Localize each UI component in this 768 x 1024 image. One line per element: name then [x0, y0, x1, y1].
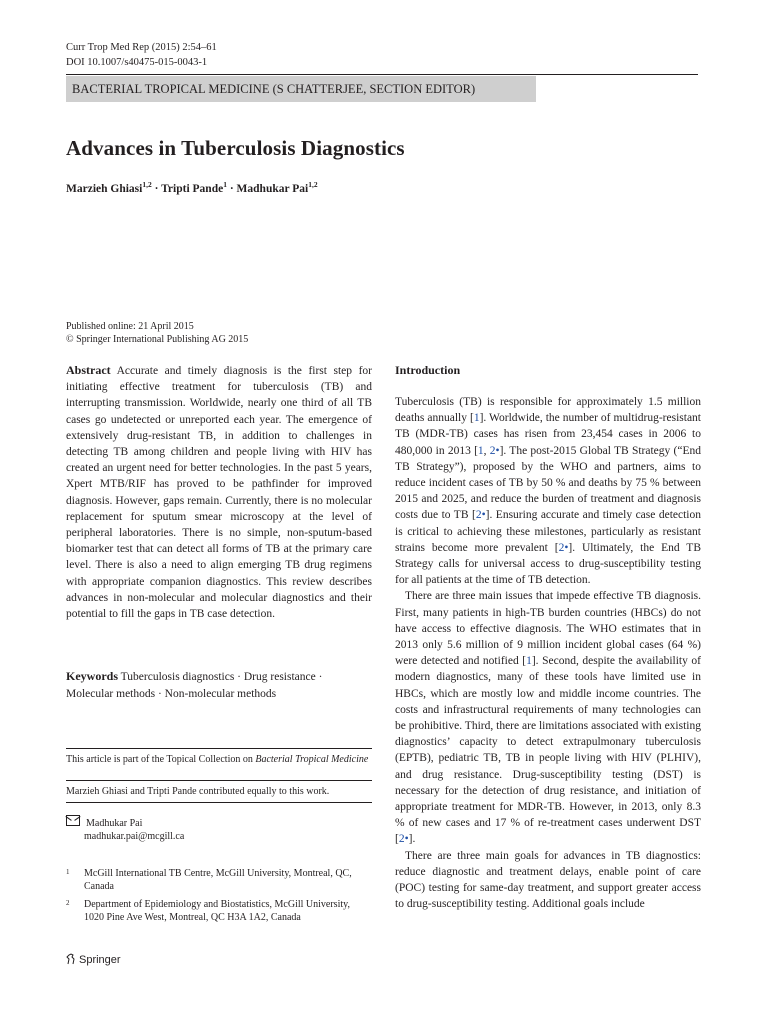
affiliation-2 — [66, 898, 372, 924]
abstract-label: Abstract — [66, 363, 111, 377]
citation-link[interactable]: 2• — [475, 509, 486, 522]
contact-email[interactable]: madhukar.pai@mcgill.ca — [84, 831, 185, 842]
publication-info — [66, 320, 248, 346]
citation-link[interactable]: 1 — [526, 655, 532, 668]
text-run: ]. Worldwide, the number of multidrug-resistant TB (MDR-TB) cases has risen from 23,454 cases in 2006 to 480,000 in 2013 [ — [395, 412, 701, 457]
abstract — [66, 362, 372, 622]
affiliation-number: 2 — [66, 899, 70, 907]
intro-paragraph-2 — [395, 588, 701, 847]
section-banner: BACTERIAL TROPICAL MEDICINE (S CHATTERJEE, SECTION EDITOR) — [66, 76, 536, 102]
author-affiliation: 1,2 — [142, 180, 152, 189]
citation-link[interactable]: 2• — [558, 541, 569, 554]
keywords-text: Tuberculosis diagnostics · Drug resistance · Molecular methods · Non-molecular methods — [66, 671, 323, 700]
introduction-body — [395, 394, 701, 913]
intro-paragraph-1 — [395, 394, 701, 588]
author-separator: · — [151, 182, 162, 195]
author-list — [66, 180, 318, 195]
copyright: © Springer International Publishing AG 2015 — [66, 334, 249, 345]
author-affiliation: 1,2 — [308, 180, 318, 189]
text-run: ]. The post-2015 Global TB Strategy (“End TB Strategy”), proposed by the WHO and partners, aims to reduce incident cases of TB by 50 % and deaths by 75 % between 2015 and 2025, and reduce the burden of treatment and diagnosis costs due to TB [ — [395, 444, 701, 522]
footnote-rule — [66, 780, 372, 781]
affiliation-text: McGill International TB Centre, McGill University, Montreal, QC, Canada — [84, 868, 352, 892]
citation-link[interactable]: 2• — [398, 833, 409, 846]
author-separator: · — [226, 182, 237, 195]
collection-text: This article is part of the Topical Collection on — [66, 754, 256, 765]
text-run: Tuberculosis (TB) is responsible for approximately 1.5 million deaths annually [ — [395, 396, 701, 425]
corresponding-author — [66, 815, 372, 843]
topical-collection-note — [66, 753, 372, 766]
citation-link[interactable]: 1 — [477, 444, 484, 457]
affiliation-text: Department of Epidemiology and Biostatistics, McGill University, 1020 Pine Ave West, Montreal, QC H3A 1A2, Canada — [84, 899, 350, 923]
header-rule — [66, 74, 698, 75]
footnote-rule — [66, 748, 372, 749]
publisher-name: Springer — [79, 954, 121, 966]
abstract-text: Accurate and timely diagnosis is the first step for initiating effective treatment for tuberculosis (TB) and interrupting transmission. Worldwide, nearly one third of all TB cases go undetected or unreported each year. The emergence of extensively drug-resistant TB, in addition to challenges in detecting TB among children and people living with HIV has created an urgent need for better technologies. In the past 5 years, Xpert MTB/RIF has proved to be pathfinder for improved diagnosis. However, gaps remain. Currently, there is no molecular replacement for sputum smear microscopy at the level of peripheral laboratories. There is no simple, non-sputum-based biomarker test that can detect all forms of TB at the primary care level. There is also a need to align emerging TB drug regimens with appropriate companion diagnostics. This review describes advances in non-molecular and molecular diagnostics and their potential to fill the gaps in TB case detection. — [66, 365, 372, 621]
contact-name: Madhukar Pai — [86, 818, 143, 829]
doi[interactable]: DOI 10.1007/s40475-015-0043-1 — [66, 57, 208, 68]
article-title: Advances in Tuberculosis Diagnostics — [66, 136, 405, 160]
springer-horse-icon — [66, 953, 76, 965]
text-run: ]. — [408, 833, 416, 846]
author-name[interactable]: Madhukar Pai — [236, 182, 309, 195]
author-affiliation: 1 — [223, 180, 227, 189]
text-run: ]. Ultimately, the End TB Strategy calls for universal access to drug-susceptibility testing for all patients at the time of TB detection. — [395, 541, 701, 587]
text-run: There are three main issues that impede effective TB diagnosis. First, many patients in high-TB burden countries (HBCs) do not have access to effective diagnosis. The WHO estimates that in 2013 only 5.6 million of 9 million incident global cases (64 %) were detected and notified [ — [395, 590, 701, 668]
author-name[interactable]: Tripti Pande — [161, 182, 224, 195]
author-name[interactable]: Marzieh Ghiasi — [66, 182, 143, 195]
affiliation-number: 1 — [66, 868, 70, 876]
intro-paragraph-3: There are three main goals for advances in TB diagnostics: reduce diagnostic and treatment delays, enable point of care (POC) testing for same-day treatment, and support greater access to drug-susceptibility testing. Additional goals include — [395, 849, 701, 911]
footnote-rule — [66, 802, 372, 803]
publisher-logo — [66, 953, 121, 966]
affiliation-1 — [66, 867, 372, 893]
published-date: Published online: 21 April 2015 — [66, 321, 194, 332]
section-heading: Introduction — [395, 363, 461, 377]
text-run: , — [483, 444, 490, 457]
envelope-icon — [66, 815, 80, 826]
keywords-label: Keywords — [66, 669, 118, 683]
equal-contribution-note: Marzieh Ghiasi and Tripti Pande contributed equally to this work. — [66, 786, 330, 797]
journal-citation-block — [66, 40, 217, 70]
text-run: ]. Second, despite the availability of modern diagnostics, many of these tools have limited use in HBCs, which are mostly low and middle income countries. The costs and infrastructural requirements of many technologies can be prohibitive. Third, there are limitations associated with existing diagnostics’ capacity to detect extrapulmonary tuberculosis (EPTB), pediatric TB, TB in people living with HIV (PLHIV), and drug resistance. Drug-susceptibility testing (DST) is necessary for the detection of drug resistance, and initiation of appropriate treatment for MDR-TB. However, in 2013, only 8.3 % of new cases and 17 % of re-treatment cases underwent DST [ — [395, 655, 702, 846]
keywords — [66, 668, 372, 702]
citation-link[interactable]: 2• — [489, 444, 500, 457]
text-run: ]. Ensuring accurate and timely case detection is critical to achieving these milestones, particularly as resistant strains become more prevalent [ — [395, 509, 701, 554]
journal-citation: Curr Trop Med Rep (2015) 2:54–61 — [66, 42, 217, 53]
collection-name: Bacterial Tropical Medicine — [255, 754, 369, 765]
citation-link[interactable]: 1 — [473, 412, 480, 425]
introduction-heading — [395, 362, 701, 379]
